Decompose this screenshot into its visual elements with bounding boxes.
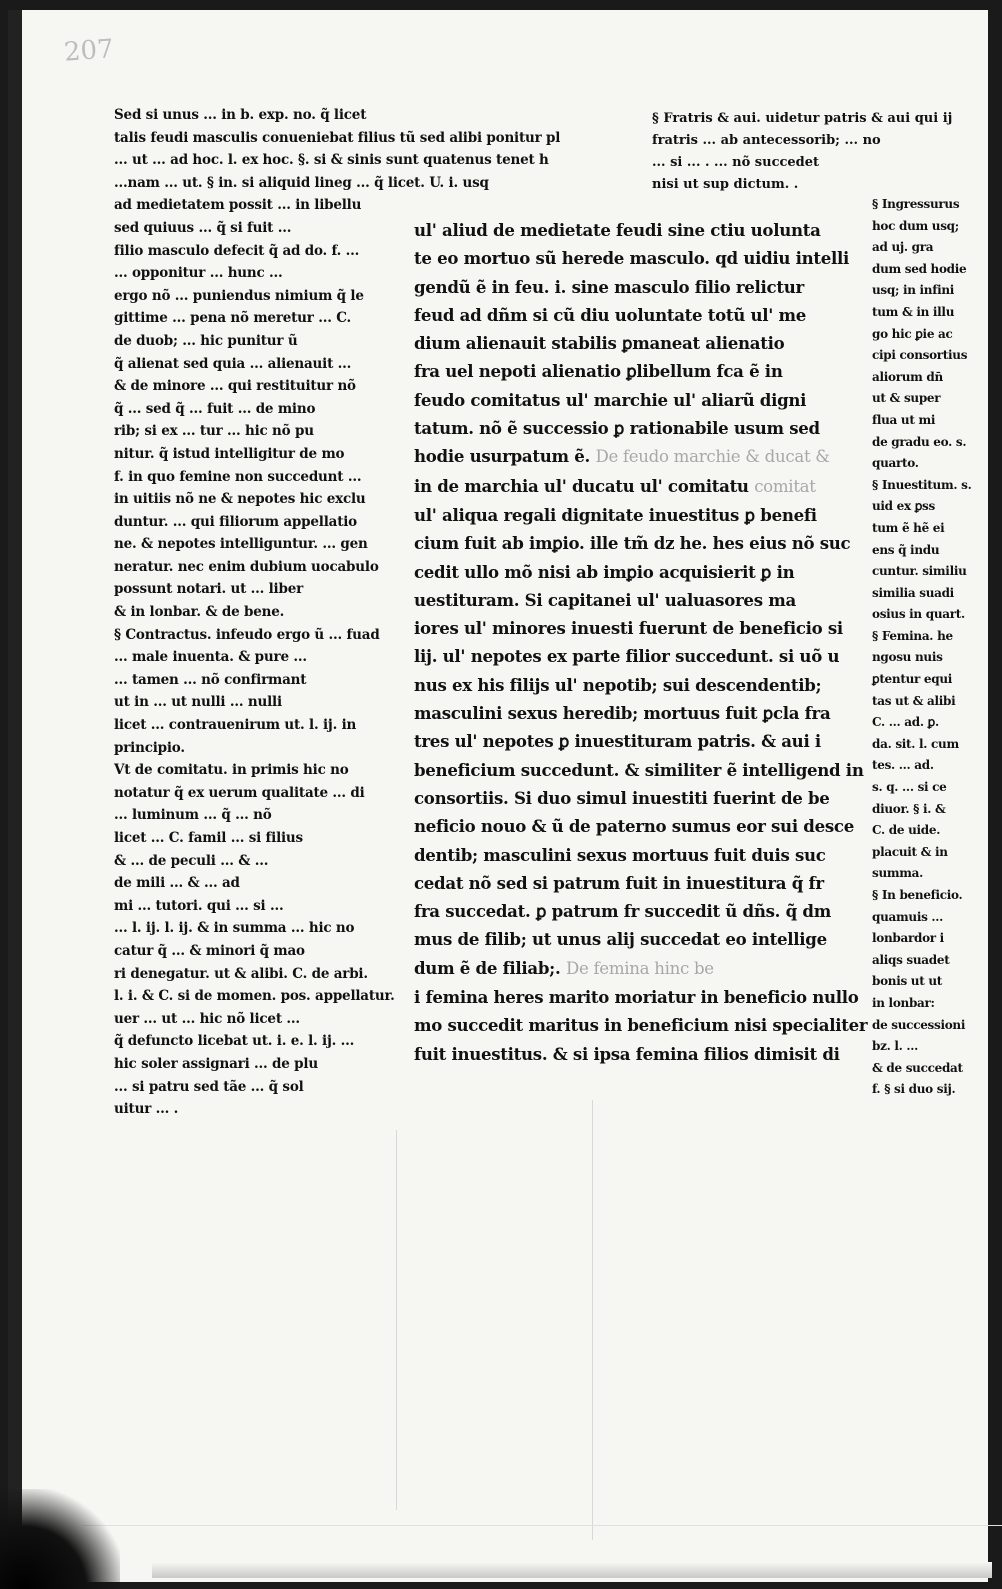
text-segment: hodie usurpatum ẽ. xyxy=(414,446,590,467)
text-line: feudo comitatus ul' marchie ul' aliarũ digni xyxy=(414,389,807,410)
gloss-line: uid ex ꝑss xyxy=(872,499,935,514)
gloss-line: ... si ... . ... nõ succedet xyxy=(652,155,820,170)
text-line: dentib; masculini sexus mortuus fuit duis suc xyxy=(414,844,826,865)
gloss-line: ꝑtentur equi xyxy=(872,672,952,687)
gloss-line: C. de uide. xyxy=(872,823,941,838)
rubric-heading: comitat xyxy=(754,476,816,496)
text-line: dium alienauit stabilis ꝑmaneat alienatio xyxy=(414,333,785,354)
gloss-line: nisi ut sup dictum. . xyxy=(652,177,799,192)
text-line: beneficium succedunt. & similiter ẽ intelligend in xyxy=(414,759,864,780)
text-line: ul' aliud de medietate feudi sine ctiu uolunta xyxy=(414,220,821,240)
gloss-line: cuntur. similiu xyxy=(872,564,967,579)
gloss-line: principio. xyxy=(114,739,185,756)
text-line xyxy=(414,954,850,983)
gloss-line: ... ut ... ad hoc. l. ex hoc. §. si & sinis sunt quatenus tenet h xyxy=(114,152,549,169)
gloss-line: usq; in infini xyxy=(872,283,955,298)
gloss-line: tum ẽ hẽ ei xyxy=(872,520,945,535)
text-line: mo succedit maritus in beneficium nisi specialiter xyxy=(414,1015,868,1036)
gloss-line: uitur ... . xyxy=(114,1101,179,1118)
gloss-line: ... tamen ... nõ confirmant xyxy=(114,671,307,688)
gloss-line: ... opponitur ... hunc ... xyxy=(114,265,283,282)
gloss-line: ngosu nuis xyxy=(872,650,943,665)
gloss-line: rib; si ex ... tur ... hic nõ pu xyxy=(114,423,314,440)
gloss-line: § Ingressurus xyxy=(872,197,960,211)
text-line: lij. ul' nepotes ex parte filior succedunt. si uõ u xyxy=(414,646,840,667)
rubric-heading: De feudo marchie & ducat & xyxy=(595,447,830,467)
scan-shadow xyxy=(0,1489,120,1589)
text-line: iores ul' minores inuesti fuerunt de beneficio si xyxy=(414,618,843,639)
gloss-line: placuit & in xyxy=(872,844,948,859)
gloss-line: q̃ alienat sed quia ... alienauit ... xyxy=(114,355,352,372)
gloss-line: ... luminum ... q̃ ... nõ xyxy=(114,807,272,824)
text-line: feud ad dñm si cũ diu uoluntate totũ ul' me xyxy=(414,304,807,325)
gloss-line: § Contractus. infeudo ergo ũ ... fuad xyxy=(114,626,380,643)
gloss-line: ut in ... ut nulli ... nulli xyxy=(114,694,282,711)
gloss-line: tes. ... ad. xyxy=(872,758,934,773)
gloss-line: lonbardor i xyxy=(872,931,944,946)
text-line: cium fuit ab imꝑio. ille tm̃ dz he. hes eius nõ suc xyxy=(414,533,851,554)
text-line xyxy=(414,784,850,812)
gloss-line: diuor. § i. & xyxy=(872,801,946,816)
main-text-column xyxy=(414,216,868,1068)
gloss-line: cipi consortius xyxy=(872,348,968,363)
top-right-gloss xyxy=(652,108,982,196)
gloss-line: ... l. ij. l. ij. & in summa ... hic no xyxy=(114,920,355,937)
ruling-line xyxy=(396,1130,397,1510)
text-line xyxy=(414,586,850,614)
gloss-line: & de succedat xyxy=(872,1060,963,1075)
text-line: fuit inuestitus. & si ipsa femina filios dimisit di xyxy=(414,1043,840,1064)
gloss-line: ... si patru sed tãe ... q̃ sol xyxy=(114,1078,304,1095)
gloss-line: q̃ ... sed q̃ ... fuit ... de mino xyxy=(114,400,316,417)
gloss-line: possunt notari. ut ... liber xyxy=(114,581,304,598)
text-line: nus ex his filijs ul' nepotib; sui descendentib; xyxy=(414,674,822,695)
text-line: fra succedat. ꝑ patrum fr succedit ũ dñs. q̃ dm xyxy=(414,901,831,922)
gloss-line: ...nam ... ut. § in. si aliquid lineg ... q̃ licet. U. i. usq xyxy=(114,174,489,191)
gloss-line: gittime ... pena nõ meretur ... C. xyxy=(114,310,351,327)
gloss-line: duntur. ... qui filiorum appellatio xyxy=(114,513,357,530)
text-line: ul' aliqua regali dignitate inuestitus ꝑ benefi xyxy=(414,504,817,525)
gloss-line: quarto. xyxy=(872,456,919,471)
gloss-line: Vt de comitatu. in primis hic no xyxy=(114,762,349,779)
gloss-line: hic soler assignari ... de plu xyxy=(114,1055,318,1072)
gloss-line: tum & in illu xyxy=(872,304,955,319)
gloss-line: mi ... tutori. qui ... si ... xyxy=(114,897,284,914)
gloss-line: de mili ... & ... ad xyxy=(114,875,240,892)
gloss-line: in uitiis nõ ne & nepotes hic exclu xyxy=(114,491,366,508)
gloss-line: de gradu eo. s. xyxy=(872,434,967,449)
text-line: i femina heres marito moriatur in beneficio nullo xyxy=(414,987,859,1008)
gloss-line: bz. l. ... xyxy=(872,1039,919,1054)
text-segment: uestituram. xyxy=(414,589,525,610)
gloss-line: l. i. & C. si de momen. pos. appellatur. xyxy=(114,988,395,1005)
rubric-heading: De femina hinc be xyxy=(565,958,714,978)
gloss-line: in lonbar: xyxy=(872,995,935,1010)
gloss-line: go hic ꝑie ac xyxy=(872,326,953,341)
gloss-line: § In beneficio. xyxy=(872,888,963,902)
gloss-line: ens q̃ indu xyxy=(872,542,940,557)
text-segment: consortiis. xyxy=(414,787,514,808)
right-margin-gloss xyxy=(872,194,980,1101)
text-line: masculini sexus heredib; mortuus fuit ꝑcla fra xyxy=(414,703,831,724)
gloss-line: f. § si duo sij. xyxy=(872,1082,956,1097)
text-line: te eo mortuo sũ herede masculo. qd uidiu intelli xyxy=(414,248,850,269)
ruling-line xyxy=(82,1525,1002,1526)
gloss-line: licet ... C. famil ... si filius xyxy=(114,830,303,846)
gloss-line: aliorum dn̄ xyxy=(872,369,943,384)
rubric-heading: Si duo simul inuestiti fuerint de be xyxy=(513,787,830,808)
gloss-line: ad medietatem possit ... in libellu xyxy=(114,197,362,214)
gloss-line: sed quiuus ... q̃ si fuit ... xyxy=(114,219,292,236)
text-line: cedit ullo mõ nisi ab imꝑio acquisierit ꝑ in xyxy=(414,561,795,582)
gloss-line: bonis ut ut xyxy=(872,974,943,989)
text-line: cedat nõ sed si patrum fuit in inuestitura q̃ fr xyxy=(414,872,824,893)
text-line: gendũ ẽ in feu. i. sine masculo filio relictur xyxy=(414,276,804,297)
gloss-line: C. ... ad. ꝑ. xyxy=(872,715,939,730)
gloss-line: de successioni xyxy=(872,1017,966,1032)
gloss-line: hoc dum usq; xyxy=(872,218,959,233)
folio-number: 207 xyxy=(63,34,115,68)
gloss-line: de duob; ... hic punitur ũ xyxy=(114,332,298,349)
gloss-line: ut & super xyxy=(872,391,941,406)
gloss-line: catur q̃ ... & minori q̃ mao xyxy=(114,942,305,959)
gloss-line: fratris ... ab antecessorib; ... no xyxy=(652,133,881,148)
gloss-line: notatur q̃ ex uerum qualitate ... di xyxy=(114,784,365,801)
gloss-line: talis feudi masculis conueniebat filius tũ sed alibi ponitur pl xyxy=(114,129,561,146)
manuscript-page xyxy=(8,10,988,1582)
text-line xyxy=(414,472,850,501)
gloss-line: & in lonbar. & de bene. xyxy=(114,604,285,621)
text-line: mus de filib; ut unus alij succedat eo intellige xyxy=(414,929,827,950)
gloss-line: summa. xyxy=(872,866,924,881)
text-line: neficio nouo & ũ de paterno sumus eor sui desce xyxy=(414,816,854,837)
text-segment: dum ẽ de filiab;. xyxy=(414,957,561,978)
gloss-line: & ... de peculi ... & ... xyxy=(114,852,269,869)
gloss-line: ... male inuenta. & pure ... xyxy=(114,649,307,666)
text-line: tatum. nõ ẽ successio ꝑ rationabile usum sed xyxy=(414,418,820,439)
gloss-line: uer ... ut ... hic nõ licet ... xyxy=(114,1010,300,1027)
gloss-line: § Femina. he xyxy=(872,628,953,643)
gloss-line: nitur. q̃ istud intelligitur de mo xyxy=(114,445,345,462)
gloss-line: neratur. nec enim dubium uocabulo xyxy=(114,558,379,575)
gloss-line: ne. & nepotes intelliguntur. ... gen xyxy=(114,536,368,553)
gloss-line: f. in quo femine non succedunt ... xyxy=(114,468,362,485)
gloss-line: osius in quart. xyxy=(872,607,965,622)
text-line: tres ul' nepotes ꝑ inuestituram patris. & aui i xyxy=(414,731,821,752)
text-segment: in de marchia ul' ducatu ul' comitatu xyxy=(414,475,749,496)
ruling-line xyxy=(592,1100,593,1540)
gloss-line: quamuis ... xyxy=(872,909,944,924)
gloss-line: ad uj. gra xyxy=(872,240,934,255)
gloss-line: ri denegatur. ut & alibi. C. de arbi. xyxy=(114,965,368,982)
rubric-heading: Si capitanei ul' ualuasores ma xyxy=(524,589,796,610)
gloss-line: q̃ defuncto licebat ut. i. e. l. ij. ... xyxy=(114,1033,355,1050)
gloss-line: tas ut & alibi xyxy=(872,693,956,708)
page-bottom-edge xyxy=(152,1562,992,1578)
gloss-line: da. sit. l. cum xyxy=(872,736,959,751)
text-line xyxy=(414,442,850,471)
gloss-line: dum sed hodie xyxy=(872,261,967,276)
gloss-line: aliqs suadet xyxy=(872,952,950,967)
gloss-line: s. q. ... si ce xyxy=(872,780,947,795)
gloss-line: flua ut mi xyxy=(872,412,936,427)
text-line: fra uel nepoti alienatio ꝑlibellum fca ẽ in xyxy=(414,361,783,382)
gloss-line: § Inuestitum. s. xyxy=(872,477,972,492)
gloss-line: & de minore ... qui restituitur nõ xyxy=(114,378,356,395)
gloss-line: similia suadi xyxy=(872,585,954,600)
gloss-line: filio masculo defecit q̃ ad do. f. ... xyxy=(114,242,360,259)
gloss-line: § Fratris & aui. uidetur patris & aui qui ij xyxy=(652,111,953,126)
gloss-line: ergo nõ ... puniendus nimium q̃ le xyxy=(114,287,364,304)
gloss-line: licet ... contrauenirum ut. l. ij. in xyxy=(114,717,357,734)
gloss-line: Sed si unus ... in b. exp. no. q̃ licet xyxy=(114,107,367,123)
